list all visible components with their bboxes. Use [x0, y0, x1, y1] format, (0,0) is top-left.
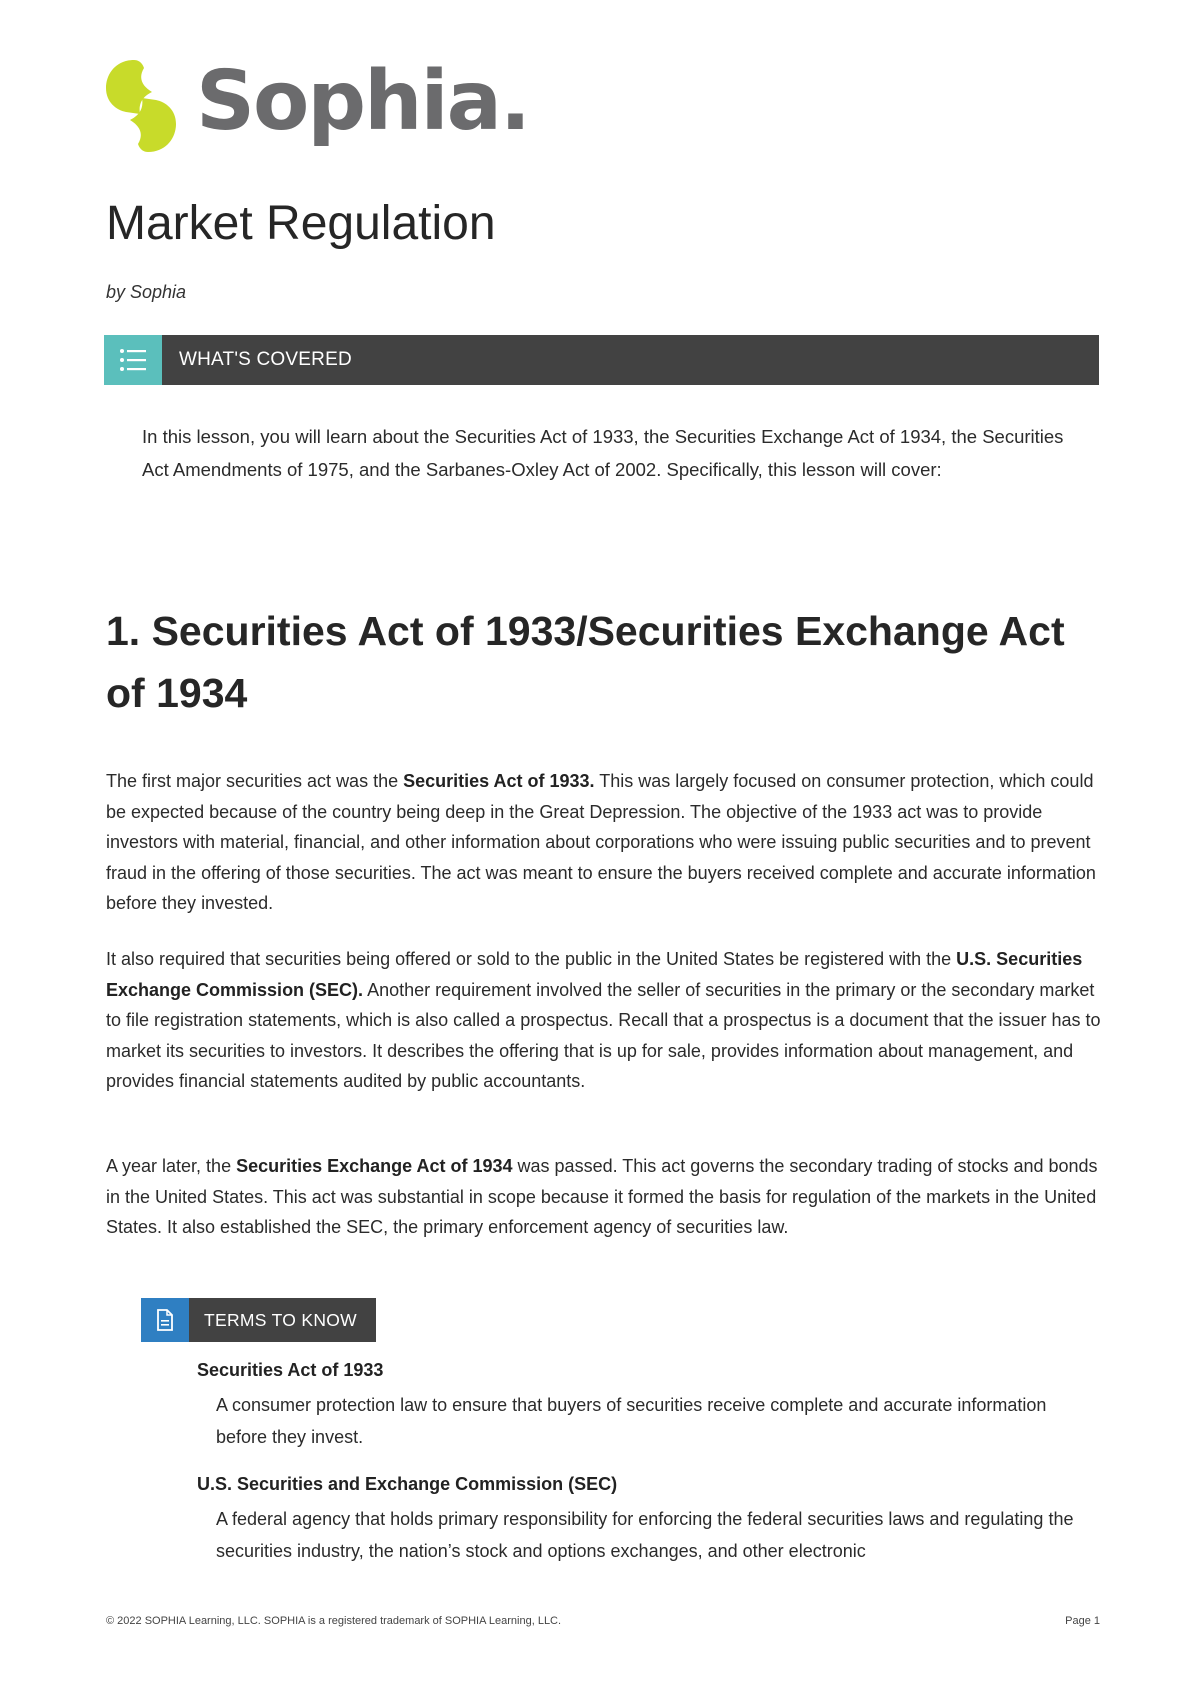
document-icon	[141, 1298, 189, 1342]
logo-wordmark: Sophia.	[196, 54, 530, 149]
section-heading: 1. Securities Act of 1933/Securities Exchange Act of 1934	[106, 608, 1065, 716]
bold-term: Securities Act of 1933.	[403, 771, 595, 791]
term-name: Securities Act of 1933	[197, 1360, 384, 1380]
page-title: Market Regulation	[106, 197, 496, 250]
footer-copyright: © 2022 SOPHIA Learning, LLC. SOPHIA is a registered trademark of SOPHIA Learning, LLC.	[106, 1615, 562, 1627]
terms-to-know-header	[141, 1298, 376, 1342]
whats-covered-text: In this lesson, you will learn about the Securities Act of 1933, the Securities Exchange Act of 1934, the Securities Act Amendments of 1975, and the Sarbanes-Oxley Act of 2002. Specifically, this lesson will cover:	[142, 426, 1064, 480]
term-name: U.S. Securities and Exchange Commission (SEC)	[197, 1474, 618, 1494]
byline: by Sophia	[106, 282, 187, 302]
footer-page-number: Page 1	[1065, 1615, 1100, 1627]
sophia-leaf-logo-icon	[104, 56, 178, 156]
whats-covered-header	[104, 335, 1099, 385]
paragraph: A year later, the Securities Exchange Act of 1934 was passed. This act governs the secondary trading of stocks and bonds in the United States. This act was substantial in scope because it formed the basis for regulation of the markets in the United States. It also established the SEC, the primary enforcement agency of securities law.	[106, 1156, 1098, 1237]
whats-covered-label: WHAT'S COVERED	[179, 349, 352, 370]
list-icon	[104, 335, 162, 385]
bold-term: U.S. Securities Exchange Commission (SEC).	[106, 949, 1083, 1000]
terms-to-know-label: TERMS TO KNOW	[204, 1309, 357, 1330]
term-definition: A consumer protection law to ensure that buyers of securities receive complete and accurate information before they invest.	[216, 1395, 1047, 1447]
paragraph: It also required that securities being offered or sold to the public in the United States be registered with the U.S. Securities Exchange Commission (SEC). Another requirement involved the seller of securities in the primary or the secondary market to file registration statements, which is also called a prospectus. Recall that a prospectus is a document that the issuer has to market its securities to investors. It describes the offering that is up for sale, provides information about management, and provides financial statements audited by public accountants.	[106, 949, 1101, 1091]
paragraph: The first major securities act was the Securities Act of 1933. This was largely focused on consumer protection, which could be expected because of the country being deep in the Great Depression. The objective of the 1933 act was to provide investors with material, financial, and other information about corporations who were issuing public securities and to prevent fraud in the offering of those securities. The act was meant to ensure the buyers received complete and accurate information before they invested.	[106, 771, 1096, 913]
bold-term: Securities Exchange Act of 1934	[236, 1156, 513, 1176]
sophia-logo	[104, 56, 529, 156]
term-definition: A federal agency that holds primary responsibility for enforcing the federal securities laws and regulating the securities industry, the nation’s stock and options exchanges, and other electronic	[216, 1509, 1074, 1561]
